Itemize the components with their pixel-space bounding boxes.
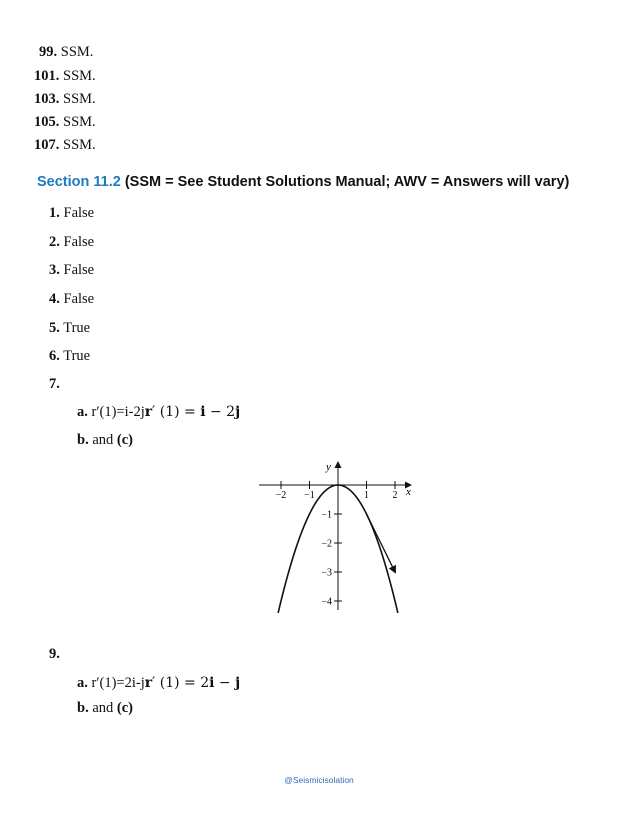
y-tick-label: −2 — [321, 538, 332, 550]
answer-number: 107. — [34, 137, 60, 153]
answer-number: 5. — [49, 320, 60, 336]
answer-text: False — [59, 234, 95, 250]
tangent-vector — [367, 514, 396, 572]
answer-6 — [49, 348, 90, 365]
answer-4 — [49, 291, 94, 308]
part-text: r′(1)=i-2j — [87, 404, 145, 420]
part-label: a. — [77, 404, 88, 420]
math-rest: ′ (1) = — [152, 404, 201, 420]
answer-number: 3. — [49, 262, 60, 278]
problem-7-part-a — [77, 404, 240, 421]
part-label-c: (c) — [116, 432, 133, 448]
vector-equation — [145, 404, 240, 420]
part-label: b. — [77, 700, 89, 716]
answer-number: 101. — [34, 68, 60, 84]
answer-text: False — [59, 291, 95, 307]
y-axis-label: y — [326, 461, 331, 473]
math-i: i — [200, 404, 206, 420]
math-r: r — [144, 675, 153, 691]
answer-103 — [34, 91, 96, 108]
part-text: and — [88, 432, 117, 448]
y-tick-label: −1 — [321, 509, 332, 521]
y-tick-label: −4 — [321, 596, 332, 608]
x-tick-label: 1 — [364, 490, 369, 501]
part-text: r′(1)=2i-j — [87, 675, 145, 691]
answer-text: SSM. — [59, 137, 96, 153]
math-j: j — [235, 675, 241, 691]
answer-text: SSM. — [59, 68, 96, 84]
answer-text: SSM. — [57, 44, 94, 60]
math-mid: − 2 — [205, 404, 236, 420]
problem-9-part-b — [77, 700, 133, 717]
y-tick-label: −3 — [321, 567, 332, 579]
answer-107 — [34, 137, 96, 154]
answer-text: True — [59, 320, 91, 336]
vector-equation — [145, 675, 240, 691]
answer-105 — [34, 114, 96, 131]
answer-3 — [49, 262, 94, 279]
answer-text: SSM. — [59, 114, 96, 130]
answer-number: 2. — [49, 234, 60, 250]
x-axis-label: x — [406, 486, 411, 498]
answer-number: 4. — [49, 291, 60, 307]
section-note: (SSM = See Student Solutions Manual; AWV = Answers will vary) — [120, 174, 570, 190]
section-name: Section 11.2 — [37, 174, 121, 190]
answer-text: False — [59, 205, 95, 221]
problem-number: 7. — [49, 376, 60, 392]
part-text: and — [88, 700, 117, 716]
answer-number: 105. — [34, 114, 60, 130]
answer-2 — [49, 234, 94, 251]
problem-7-number — [49, 376, 60, 393]
part-label: b. — [77, 432, 89, 448]
math-r: r — [144, 404, 153, 420]
answer-text: SSM. — [59, 91, 96, 107]
answer-number: 103. — [34, 91, 60, 107]
math-i: i — [209, 675, 215, 691]
section-heading — [37, 174, 569, 190]
answer-number: 1. — [49, 205, 60, 221]
problem-9-number — [49, 646, 60, 663]
answer-99 — [39, 44, 93, 61]
answer-text: False — [59, 262, 95, 278]
math-j: j — [235, 404, 241, 420]
answer-101 — [34, 68, 96, 85]
answer-1 — [49, 205, 94, 222]
x-tick-label: 2 — [392, 490, 398, 501]
math-mid: − — [214, 675, 236, 691]
math-rest: ′ (1) = 2 — [152, 675, 210, 691]
problem-7-part-b — [77, 432, 133, 449]
answer-5 — [49, 320, 90, 337]
x-tick-label: −2 — [275, 490, 287, 501]
watermark-footer: @Seismicisolation — [284, 775, 354, 785]
problem-9-part-a — [77, 675, 240, 692]
x-tick-label: −1 — [304, 490, 315, 501]
parabola-graph — [255, 455, 430, 620]
answer-text: True — [59, 348, 91, 364]
answer-number: 6. — [49, 348, 60, 364]
problem-number: 9. — [49, 646, 60, 662]
part-label: a. — [77, 675, 88, 691]
answer-number: 99. — [39, 44, 58, 60]
part-label-c: (c) — [116, 700, 133, 716]
